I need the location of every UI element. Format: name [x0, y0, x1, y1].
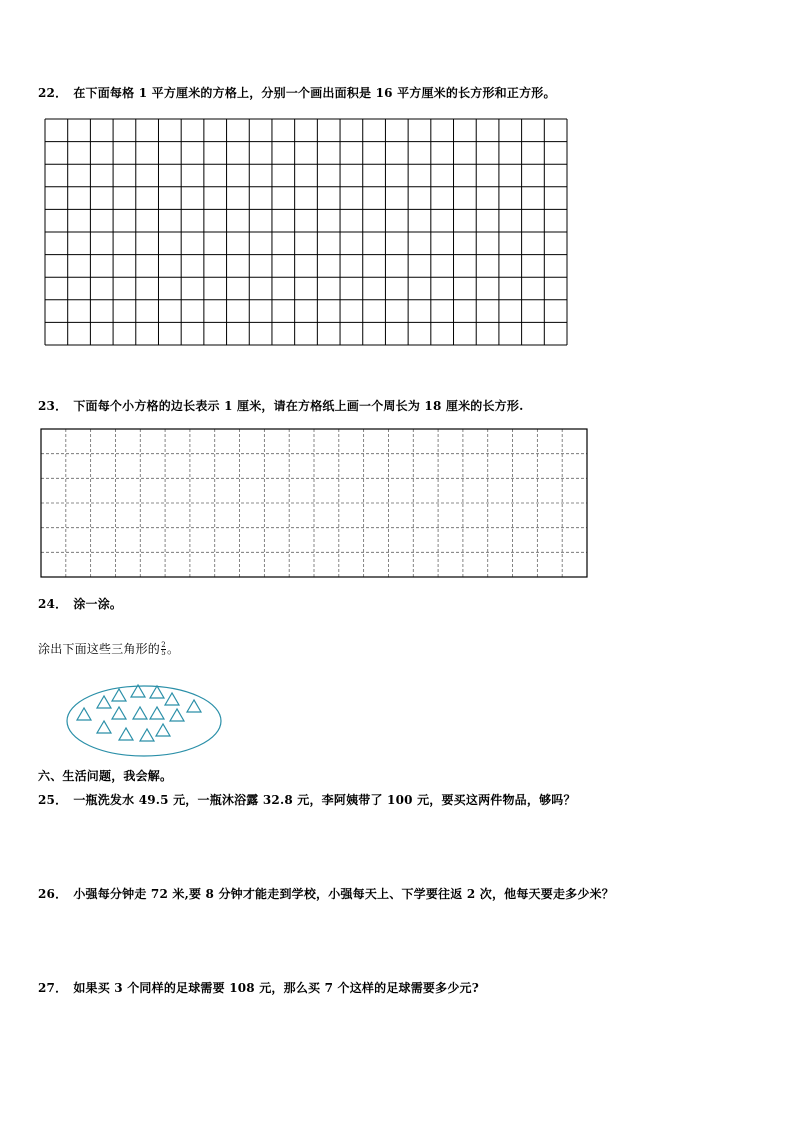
question-27-text: 如果买 3 个同样的足球需要 108 元，那么买 7 个这样的足球需要多少元? [73, 981, 479, 995]
question-26-number: 26． [38, 887, 68, 901]
question-25 [38, 791, 576, 808]
question-22 [38, 84, 556, 101]
question-27 [38, 979, 479, 996]
question-23-number: 23． [38, 399, 68, 413]
question-25-number: 25． [38, 793, 68, 807]
triangle-icon [112, 689, 126, 701]
question-22-text: 在下面每格 1 平方厘米的方格上，分别一个画出面积是 16 平方厘米的长方形和正方形。 [73, 86, 556, 100]
fraction-numerator: 2 [161, 641, 166, 649]
triangle-icon [165, 693, 179, 705]
section-6-heading: 六、生活问题，我会解。 [38, 769, 173, 783]
triangle-icon [156, 724, 170, 736]
triangle-icon [187, 700, 201, 712]
square-grid-22[interactable] [44, 118, 568, 346]
question-24-subtext [38, 640, 179, 657]
triangle-icon [133, 707, 147, 719]
question-24-number: 24． [38, 597, 68, 611]
triangle-ellipse-figure[interactable] [64, 683, 224, 759]
question-23-text: 下面每个小方格的边长表示 1 厘米，请在方格纸上画一个周长为 18 厘米的长方形. [73, 399, 524, 413]
fraction-denominator: 5 [161, 649, 166, 657]
triangle-icon [150, 686, 164, 698]
question-26-text: 小强每分钟走 72 米,要 8 分钟才能走到学校，小强每天上、下学要往返 2 次，他每天要走多少米？ [73, 887, 614, 901]
triangle-icon [150, 707, 164, 719]
question-22-number: 22． [38, 86, 68, 100]
triangle-icon [97, 696, 111, 708]
fraction-two-fifths [161, 642, 166, 657]
triangle-icon [112, 707, 126, 719]
question-24 [38, 595, 122, 612]
question-24-text: 涂一涂。 [73, 597, 123, 611]
triangle-icon [140, 729, 154, 741]
triangle-icon [119, 728, 133, 740]
question-23 [38, 397, 523, 414]
triangle-icon [77, 708, 91, 720]
triangle-icon [97, 721, 111, 733]
question-27-number: 27． [38, 981, 68, 995]
question-24-subtext-before: 涂出下面这些三角形的 [38, 642, 161, 656]
question-26 [38, 885, 614, 902]
question-24-subtext-after: 。 [167, 642, 180, 656]
question-25-text: 一瓶洗发水 49.5 元，一瓶沐浴露 32.8 元，李阿姨带了 100 元，要买这两件物品，够吗？ [73, 793, 576, 807]
dashed-grid-23[interactable] [40, 428, 590, 580]
triangle-icon [170, 709, 184, 721]
